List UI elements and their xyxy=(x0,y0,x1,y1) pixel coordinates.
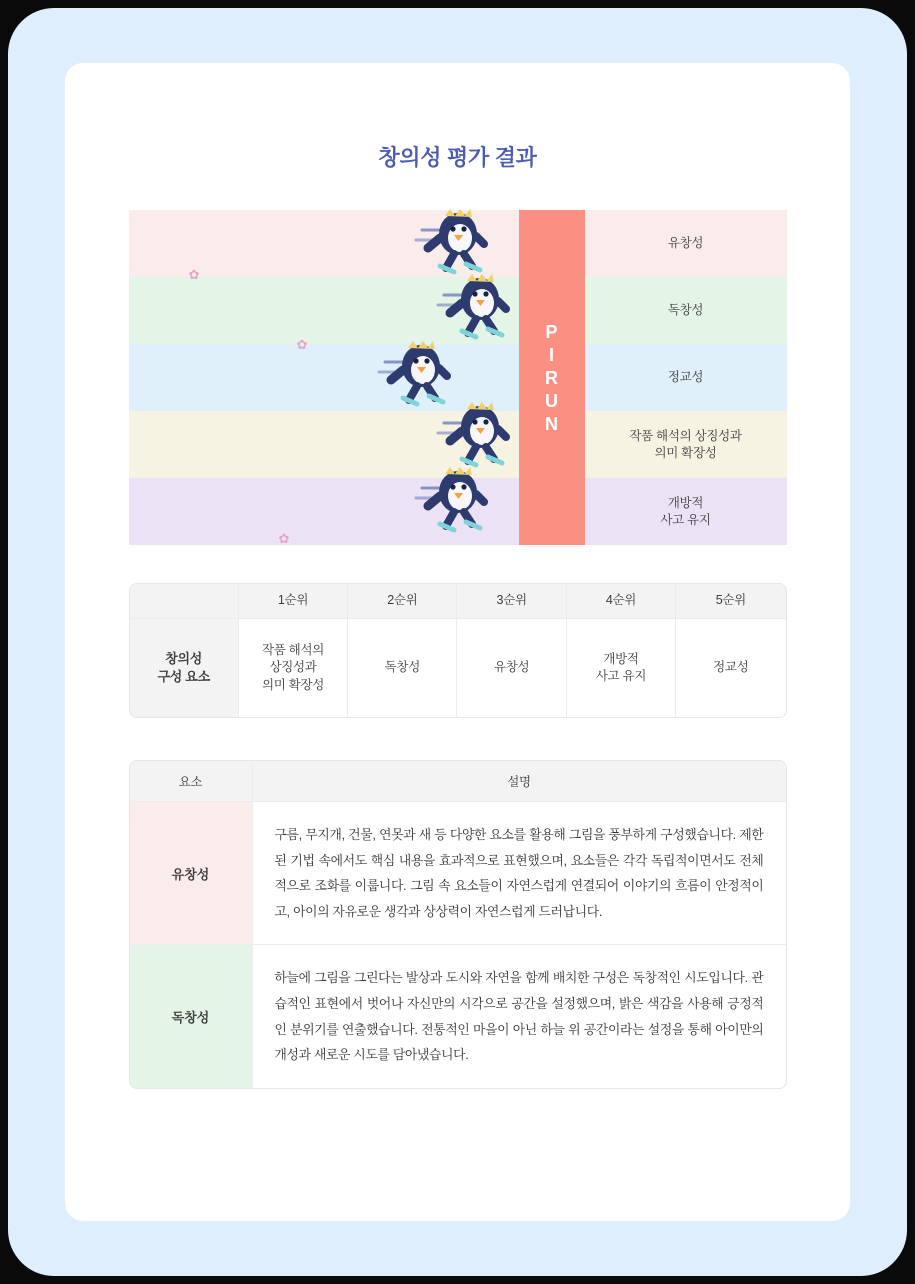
snowflake-icon: ✿ xyxy=(296,337,308,352)
band-label-line1: 작품 해석의 상징성과 xyxy=(629,428,742,443)
band-label-line2: 사고 유지 xyxy=(660,512,711,527)
table-row xyxy=(130,619,786,717)
table-row xyxy=(130,584,786,619)
desc-element-text: 하늘에 그림을 그린다는 발상과 도시와 자연을 함께 배치한 구성은 독창적인 시도입니다. 관습적인 표현에서 벗어나 자신만의 시각으로 공간을 설정했으며, 밝은 색감을 사용해 긍정적인 분위기를 연출했습니다. 전통적인 마을이 아닌 하늘 위 공간이라는 설정을 통해 아이만의 개성과 새로운 시도를 담아냈습니다. xyxy=(274,970,764,1063)
band-label xyxy=(585,478,787,545)
snowflake-icon: ✿ xyxy=(278,531,290,546)
rank-column-header: 1순위 xyxy=(239,584,348,619)
device-frame xyxy=(8,8,907,1276)
desc-header-element: 요소 xyxy=(130,761,253,802)
rank-column-header: 3순위 xyxy=(457,584,566,619)
pi-run-letter: U xyxy=(545,390,558,411)
rank-cell-line2: 상징성과 xyxy=(269,660,317,675)
desc-element-text: 구름, 무지개, 건물, 연못과 새 등 다양한 요소를 활용해 그림을 풍부하게 구성했습니다. 제한된 기법 속에서도 핵심 내용을 효과적으로 표현했으며, 요소들은 각각 독립적이면서도 전체적으로 조화를 이룹니다. 그림 속 요소들이 자연스럽게 연결되어 이야기의 흐름이 안정적이고, 아이의 자유로운 생각과 상상력이 자연스럽게 드러납니다. xyxy=(253,802,786,945)
desc-element-label: 유창성 xyxy=(130,802,253,945)
rank-cell-line1: 개방적 xyxy=(603,651,639,666)
rank-cell-line3: 의미 확장성 xyxy=(261,677,325,692)
rank-row-header-line1: 창의성 xyxy=(165,650,203,666)
rank-cell-line1: 작품 해석의 xyxy=(261,642,325,657)
report-page-card xyxy=(65,63,850,1221)
rank-table-corner xyxy=(130,584,239,619)
penguin-runner-icon xyxy=(414,458,492,542)
pi-run-letter: P xyxy=(545,321,558,342)
rank-row-header-line2: 구성 요소 xyxy=(157,669,210,684)
band-label-line2: 의미 확장성 xyxy=(654,445,717,460)
desc-element-label: 독창성 xyxy=(130,945,253,1087)
table-row xyxy=(130,945,786,1087)
rank-column-header: 4순위 xyxy=(567,584,676,619)
rank-cell: 정교성 xyxy=(676,619,785,717)
page-title: 창의성 평가 결과 xyxy=(378,145,537,170)
rank-table xyxy=(129,583,787,718)
band-label: 유창성 xyxy=(585,210,787,277)
band-center-bar xyxy=(519,478,585,545)
table-row xyxy=(130,802,786,945)
band-label-line1: 개방적 xyxy=(667,495,704,510)
band-center-bar xyxy=(519,411,585,478)
band-label: 독창성 xyxy=(585,277,787,344)
rank-cell-line2: 사고 유지 xyxy=(595,669,647,683)
rank-column-header: 2순위 xyxy=(348,584,457,619)
rank-cell: 유창성 xyxy=(457,619,566,717)
rank-cell: 독창성 xyxy=(348,619,457,717)
band-center-bar xyxy=(519,277,585,344)
pi-run-letter: N xyxy=(545,413,558,434)
pi-run-letter: I xyxy=(548,344,554,365)
table-row xyxy=(130,761,786,802)
description-table xyxy=(129,760,787,1089)
creativity-band-chart xyxy=(129,210,787,545)
pi-run-letter: R xyxy=(545,367,558,388)
desc-header-description: 설명 xyxy=(253,761,786,802)
rank-cell xyxy=(239,619,348,717)
band-center-bar xyxy=(519,210,585,277)
snowflake-icon: ✿ xyxy=(188,267,200,282)
rank-cell xyxy=(567,619,676,717)
rank-row-header xyxy=(130,619,239,717)
band-center-bar xyxy=(519,344,585,411)
band-label xyxy=(585,411,787,478)
band-label: 정교성 xyxy=(585,344,787,411)
rank-column-header: 5순위 xyxy=(676,584,785,619)
